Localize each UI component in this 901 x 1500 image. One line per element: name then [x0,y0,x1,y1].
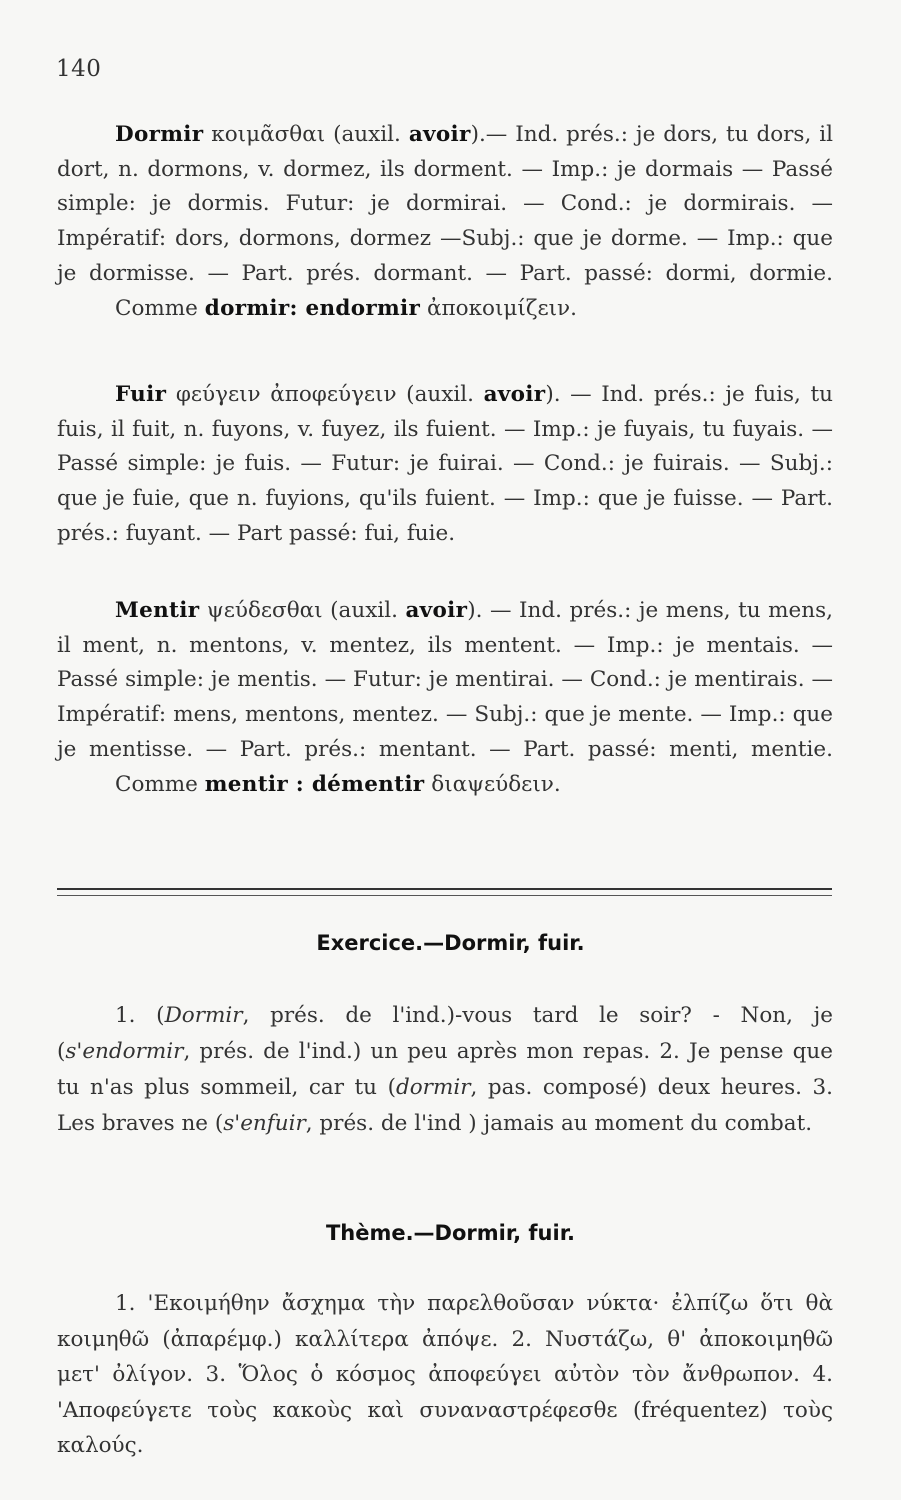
entry-fuir-text: Fuir φεύγειν ἀποφεύγειν (auxil. avoir). — Ind. prés.: je fuis, tu fuis, il fuit, n. fuyons, v. fuyez, ils fuient. — Imp.: je fuyais, tu fuyais. — Passé simple: je fuis. — Futur: je fuirai. — Cond.: je fuirais. — Subj.: que je fuie, que n. fuyions, qu'ils fuient. — Imp.: que je fuisse. — Part. prés.: fuyant. — Part passé: fui, fuie. [57,382,833,546]
exercice-heading: Exercice.—Dormir, fuir. [316,931,585,955]
verb-dormir-2: dormir [395,1075,471,1100]
comme-dormir-greek: ἀποκοιμίζειν. [427,295,577,321]
entry-dormir [57,118,833,326]
verb-senfuir: s'enfuir [223,1111,306,1136]
conjugation-dormir: .— Ind. prés.: je dors, tu dors, il dort, n. dormons, v. dormez, ils dorment. — Imp.: je dormais — Passé simple: je dormis. Futur: je dormirai. — Cond.: je dormirais. — Impératif: dors, dormons, dormez —Subj.: que je dorme. — Imp.: que je dormisse. — Part. prés. dormant. — Part. passé: dormi, dormie. [57,122,833,286]
theme-text: 1. 'Εκοιμήθην ἄσχημα τὴν παρελθοῦσαν νύκτα· ἐλπίζω ὅτι θὰ κοιμηθῶ (ἀπαρέμφ.) καλλίτερα ἀπόψε. 2. Νυστάζω, θ' ἀποκοιμηθῶ μετ' ὀλίγον. 3. Ὅλος ὁ κόσμος ἀποφεύγει αὐτὸν τὸν ἄνθρωπον. 4. 'Αποφεύγετε τοὺς κακοὺς καὶ συναναστρέφεσθε (fréquentez) τοὺς καλούς. [57,1291,833,1458]
headword-mentir: Mentir [115,598,200,623]
theme-text-block [57,1286,833,1464]
conjugation-mentir: . — Ind. prés.: je mens, tu mens, il ment, n. mentons, v. mentez, ils mentent. — Imp.: je mentais. — Passé simple: je mentis. — Futur: je mentirai. — Cond.: je mentirais. — Impératif: mens, mentons, mentez. — Subj.: que je mente. — Imp.: que je mentisse. — Part. prés.: mentant. — Part. passé: menti, mentie. [57,598,833,762]
entry-mentir-text: Mentir ψεύδεσθαι (auxil. avoir). — Ind. prés.: je mens, tu mens, il ment, n. mentons, v. mentez, ils mentent. — Imp.: je mentais. — Passé simple: je mentis. — Futur: je mentirai. — Cond.: je mentirais. — Impératif: mens, mentons, mentez. — Subj.: que je mente. — Imp.: que je mentisse. — Part. prés.: mentant. — Part. passé: menti, mentie. [57,598,833,762]
entry-mentir [57,594,833,802]
theme-heading: Thème.—Dormir, fuir. [325,1221,576,1245]
verb-sendormir: s'endormir [65,1039,184,1064]
comme-dormir: Comme dormir: endormir ἀποκοιμίζειν. [115,295,577,321]
conjugation-fuir: . — Ind. prés.: je fuis, tu fuis, il fuit, n. fuyons, v. fuyez, ils fuient. — Imp.: je fuyais, tu fuyais. — Passé simple: je fuis. — Futur: je fuirai. — Cond.: je fuirais. — Subj.: que je fuie, que n. fuyions, qu'ils fuient. — Imp.: que je fuisse. — Part. prés.: fuyant. — Part passé: fui, fuie. [57,382,833,546]
greek-fuir: φεύγειν ἀποφεύγειν [175,382,397,407]
entry-dormir-text: Dormir κοιμᾶσθαι (auxil. avoir).— Ind. prés.: je dors, tu dors, il dort, n. dormons, v. dormez, ils dorment. — Imp.: je dormais — Passé simple: je dormis. Futur: je dormirai. — Cond.: je dormirais. — Impératif: dors, dormons, dormez —Subj.: que je dorme. — Imp.: que je dormisse. — Part. prés. dormant. — Part. passé: dormi, dormie. [57,122,833,286]
headword-fuir: Fuir [115,382,167,407]
divider-rule-thin [57,895,832,896]
headword-dormir: Dormir [115,122,204,147]
page-number: 140 [56,56,102,82]
comme-mentir: Comme mentir : démentir διαψεύδειν. [115,771,561,797]
comme-mentir-greek: διαψεύδειν. [431,771,561,797]
exercice-text: 1. (Dormir, prés. de l'ind.)-vous tard le soir? - Non, je (s'endormir, prés. de l'ind.) un peu après mon repas. 2. Je pense que tu n'as plus sommeil, car tu (dormir, pas. composé) deux heures. 3. Les braves ne (s'enfuir, prés. de l'ind ) jamais au moment du combat. [57,1003,833,1136]
verb-dormir: Dormir [164,1003,243,1028]
divider-rule [57,888,832,890]
greek-dormir: κοιμᾶσθαι [211,122,326,147]
auxiliary-mentir: avoir [405,598,468,623]
comme-mentir-term: mentir : démentir [204,771,425,797]
greek-mentir: ψεύδεσθαι [206,598,323,623]
entry-fuir [57,378,833,552]
auxiliary-fuir: avoir [483,382,546,407]
auxiliary-dormir: avoir [408,122,471,147]
comme-dormir-term: dormir: endormir [204,295,421,321]
